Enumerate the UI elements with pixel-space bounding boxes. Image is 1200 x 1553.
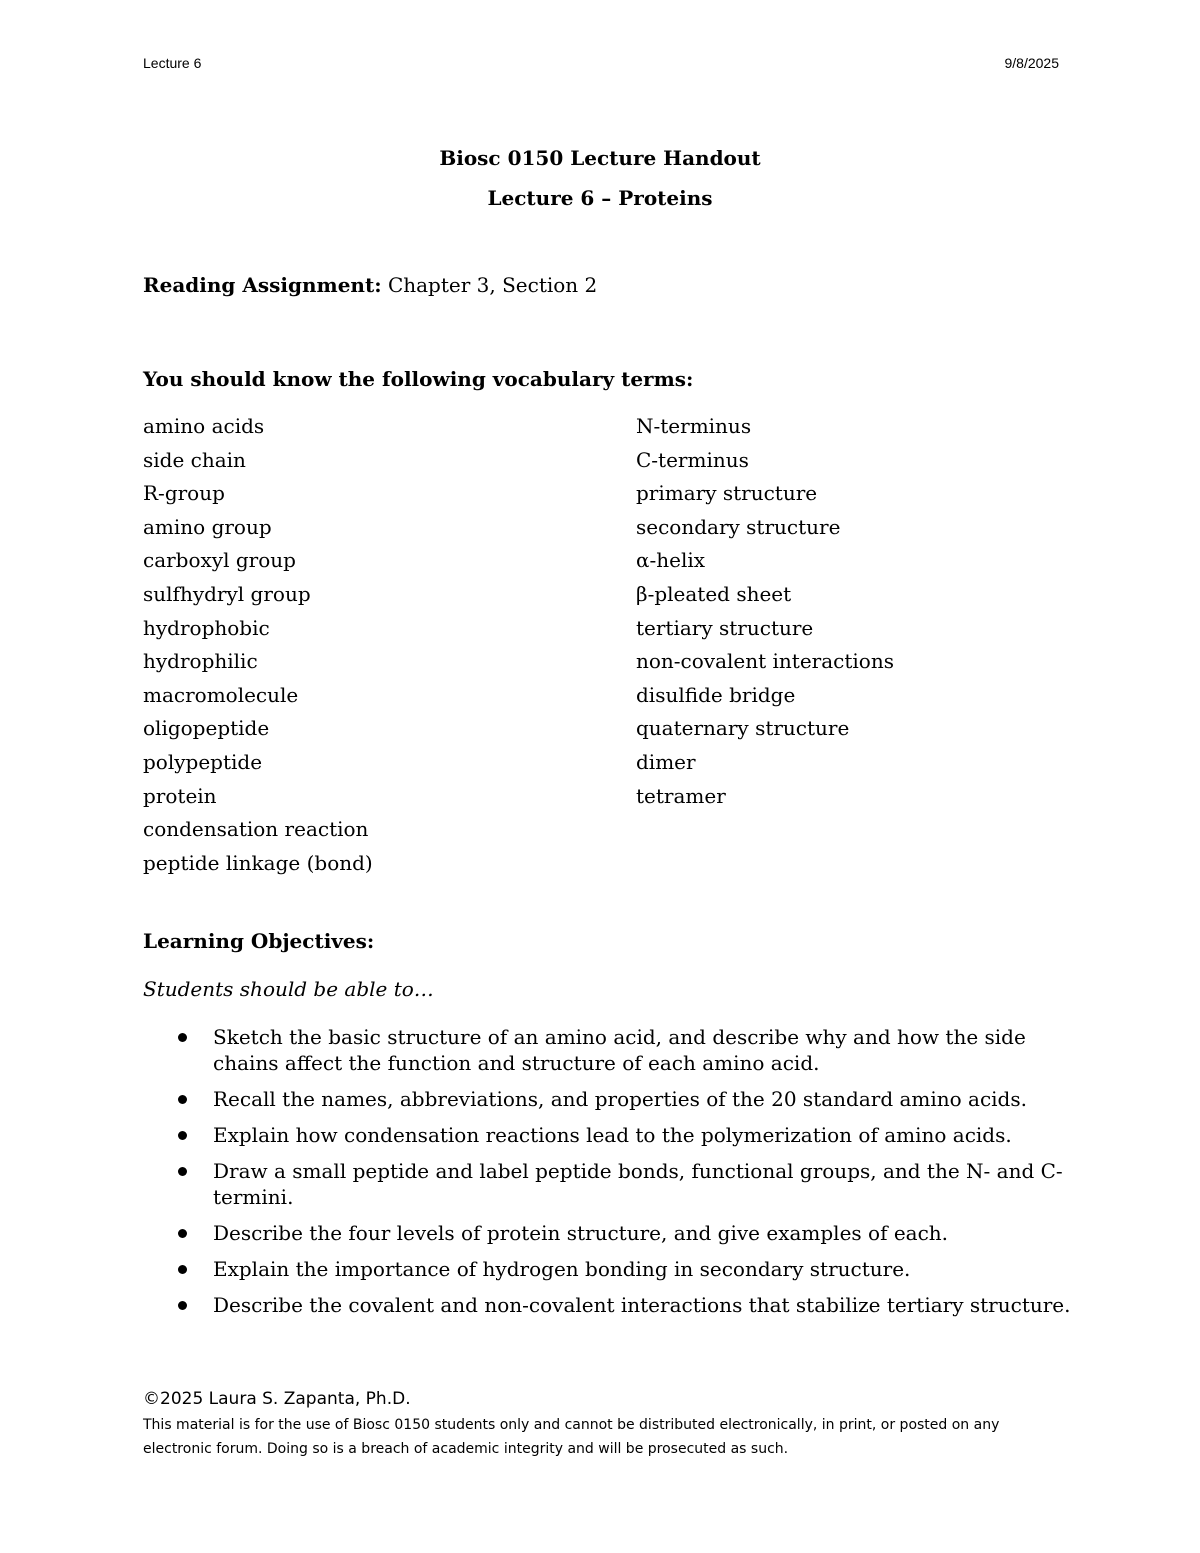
reading-assignment-value: Chapter 3, Section 2: [381, 273, 598, 297]
vocab-term: peptide linkage (bond): [143, 850, 373, 875]
objective-text: Explain how condensation reactions lead to the polymerization of amino acids.: [213, 1123, 1012, 1147]
vocab-term: non-covalent interactions: [636, 649, 894, 674]
objective-text: Recall the names, abbreviations, and properties of the 20 standard amino acids.: [213, 1087, 1027, 1111]
list-item: [143, 1256, 1073, 1282]
vocab-term: α-helix: [636, 548, 706, 573]
vocab-term: R-group: [143, 481, 225, 506]
vocab-term: β-pleated sheet: [636, 581, 792, 606]
list-item: [143, 1158, 1073, 1210]
vocab-term: side chain: [143, 447, 246, 472]
bullet-icon: [178, 1033, 187, 1042]
bullet-icon: [178, 1095, 187, 1104]
bullet-icon: [178, 1301, 187, 1310]
vocab-term: tertiary structure: [636, 615, 814, 640]
vocab-term: N-terminus: [636, 414, 752, 438]
vocab-term: tetramer: [636, 783, 726, 808]
vocab-term: hydrophilic: [143, 649, 258, 674]
objective-text: Describe the covalent and non-covalent interactions that stabilize tertiary structure.: [213, 1293, 1071, 1317]
vocabulary-list-right: [636, 413, 894, 816]
learning-objectives-intro: Students should be able to…: [143, 977, 434, 1001]
vocabulary-heading: You should know the following vocabulary terms:: [143, 367, 694, 391]
list-item: [143, 1024, 1073, 1076]
copyright-line: ©2025 Laura S. Zapanta, Ph.D.: [143, 1389, 411, 1409]
vocab-term: sulfhydryl group: [143, 581, 311, 606]
bullet-icon: [178, 1167, 187, 1176]
vocab-term: disulfide bridge: [636, 682, 796, 707]
bullet-icon: [178, 1265, 187, 1274]
list-item: [143, 1086, 1073, 1112]
vocab-term: amino group: [143, 514, 272, 539]
vocab-term: quaternary structure: [636, 716, 850, 741]
vocab-term: macromolecule: [143, 682, 299, 707]
vocab-term: secondary structure: [636, 514, 841, 539]
document-title: Biosc 0150 Lecture Handout: [439, 146, 761, 170]
objective-text: Explain the importance of hydrogen bonding in secondary structure.: [213, 1257, 911, 1281]
vocab-term: dimer: [636, 749, 696, 774]
vocab-term: primary structure: [636, 481, 818, 506]
learning-objectives-list: [143, 1024, 1073, 1328]
objective-text: Describe the four levels of protein structure, and give examples of each.: [213, 1221, 949, 1245]
bullet-icon: [178, 1229, 187, 1238]
usage-notice: This material is for the use of Biosc 0150 students only and cannot be distributed electronically, in print, or posted on any electronic forum. Doing so is a breach of academic integrity and will be prosecuted as such.: [143, 1417, 1000, 1457]
list-item: [143, 1292, 1073, 1318]
lecture-title: Lecture 6 – Proteins: [487, 186, 713, 210]
vocab-term: C-terminus: [636, 447, 749, 472]
vocab-term: carboxyl group: [143, 548, 296, 573]
page-header-left: Lecture 6: [143, 55, 202, 71]
list-item: [143, 1220, 1073, 1246]
reading-assignment-label: Reading Assignment:: [143, 273, 382, 297]
vocab-term: condensation reaction: [143, 817, 369, 842]
vocabulary-list-left: [143, 413, 373, 883]
page-header-date: 9/8/2025: [1004, 55, 1059, 71]
page-footer: [143, 1388, 1063, 1461]
learning-objectives-heading: Learning Objectives:: [143, 929, 375, 953]
vocab-term: oligopeptide: [143, 716, 270, 741]
vocab-term: polypeptide: [143, 749, 263, 774]
objective-text: Sketch the basic structure of an amino acid, and describe why and how the side chains affect the function and structure of each amino acid.: [213, 1025, 1026, 1075]
bullet-icon: [178, 1131, 187, 1140]
vocab-term: amino acids: [143, 414, 265, 438]
objective-text: Draw a small peptide and label peptide bonds, functional groups, and the N- and C-termini.: [213, 1159, 1063, 1209]
vocab-term: hydrophobic: [143, 615, 270, 640]
vocab-term: protein: [143, 783, 217, 808]
reading-assignment: [143, 273, 597, 297]
list-item: [143, 1122, 1073, 1148]
